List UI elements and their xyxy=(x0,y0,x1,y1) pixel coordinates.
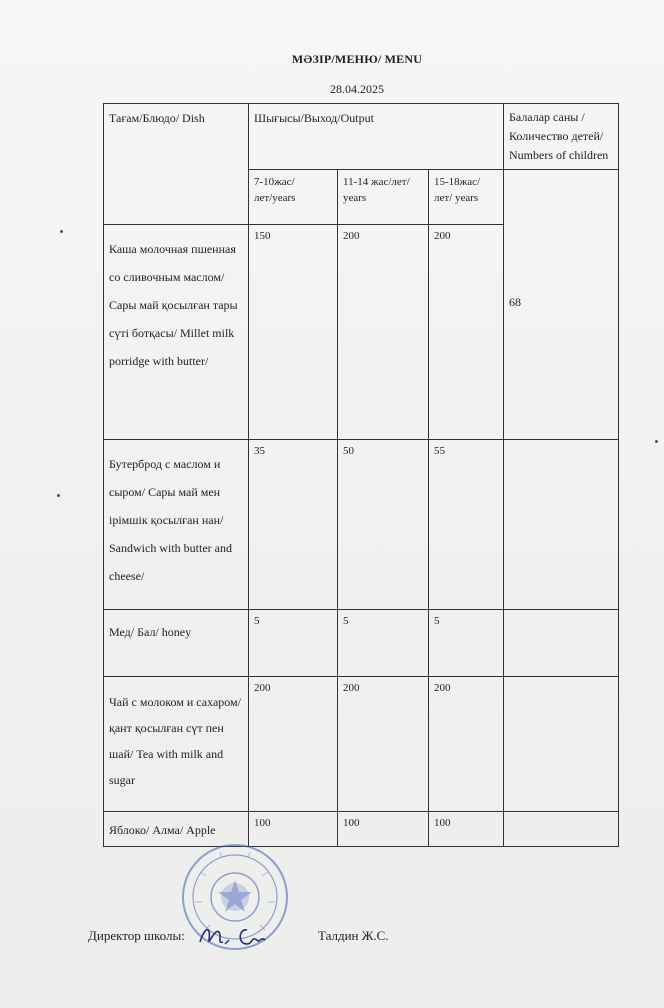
menu-table xyxy=(103,103,619,847)
dish-cell: Каша молочная пшенная со сливочным маслом/ Сары май қосылған тары сүті ботқасы/ Millet milk porridge with butter/ xyxy=(104,225,249,440)
header-output: Шығысы/Выход/Output xyxy=(249,104,504,170)
paper-speck xyxy=(57,494,60,497)
table-row xyxy=(104,677,619,812)
output-cell: 100 xyxy=(338,812,429,847)
age-group-11-14: 11-14 жас/лет/ years xyxy=(338,170,429,225)
output-cell: 150 xyxy=(249,225,338,440)
director-name: Талдин Ж.С. xyxy=(318,928,389,943)
output-cell: 200 xyxy=(249,677,338,812)
dish-cell: Мед/ Бал/ honey xyxy=(104,610,249,677)
empty-cell xyxy=(504,812,619,847)
table-row xyxy=(104,610,619,677)
dish-cell: Яблоко/ Алма/ Apple xyxy=(104,812,249,847)
header-dish: Тағам/Блюдо/ Dish xyxy=(104,104,249,225)
paper-speck xyxy=(60,230,63,233)
menu-date: 28.04.2025 xyxy=(330,82,384,96)
output-cell: 35 xyxy=(249,440,338,610)
empty-cell xyxy=(504,440,619,610)
output-cell: 100 xyxy=(429,812,504,847)
output-cell: 5 xyxy=(249,610,338,677)
output-cell: 200 xyxy=(338,225,429,440)
dish-cell: Бутерброд с маслом и сыром/ Сары май мен ірімшік қосылған нан/ Sandwich with butter and cheese/ xyxy=(104,440,249,610)
age-group-7-10: 7-10жас/лет/years xyxy=(249,170,338,225)
output-cell: 50 xyxy=(338,440,429,610)
dish-cell: Чай с молоком и сахаром/қант қосылған сүт пен шай/ Tea with milk and sugar xyxy=(104,677,249,812)
director-signature xyxy=(195,918,285,952)
children-count: 68 xyxy=(504,170,619,440)
age-group-15-18: 15-18жас/лет/ years xyxy=(429,170,504,225)
paper-speck xyxy=(655,440,658,443)
output-cell: 5 xyxy=(429,610,504,677)
output-cell: 200 xyxy=(429,677,504,812)
output-cell: 200 xyxy=(338,677,429,812)
table-row xyxy=(104,440,619,610)
director-label: Директор школы: xyxy=(88,928,185,943)
empty-cell xyxy=(504,610,619,677)
header-children: Балалар саны /Количество детей/ Numbers of children xyxy=(504,104,619,170)
output-cell: 100 xyxy=(249,812,338,847)
output-cell: 5 xyxy=(338,610,429,677)
page-title: МӘЗІР/МЕНЮ/ MENU xyxy=(291,52,423,66)
table-row xyxy=(104,812,619,847)
table-header-row xyxy=(104,104,619,170)
output-cell: 55 xyxy=(429,440,504,610)
output-cell: 200 xyxy=(429,225,504,440)
empty-cell xyxy=(504,677,619,812)
